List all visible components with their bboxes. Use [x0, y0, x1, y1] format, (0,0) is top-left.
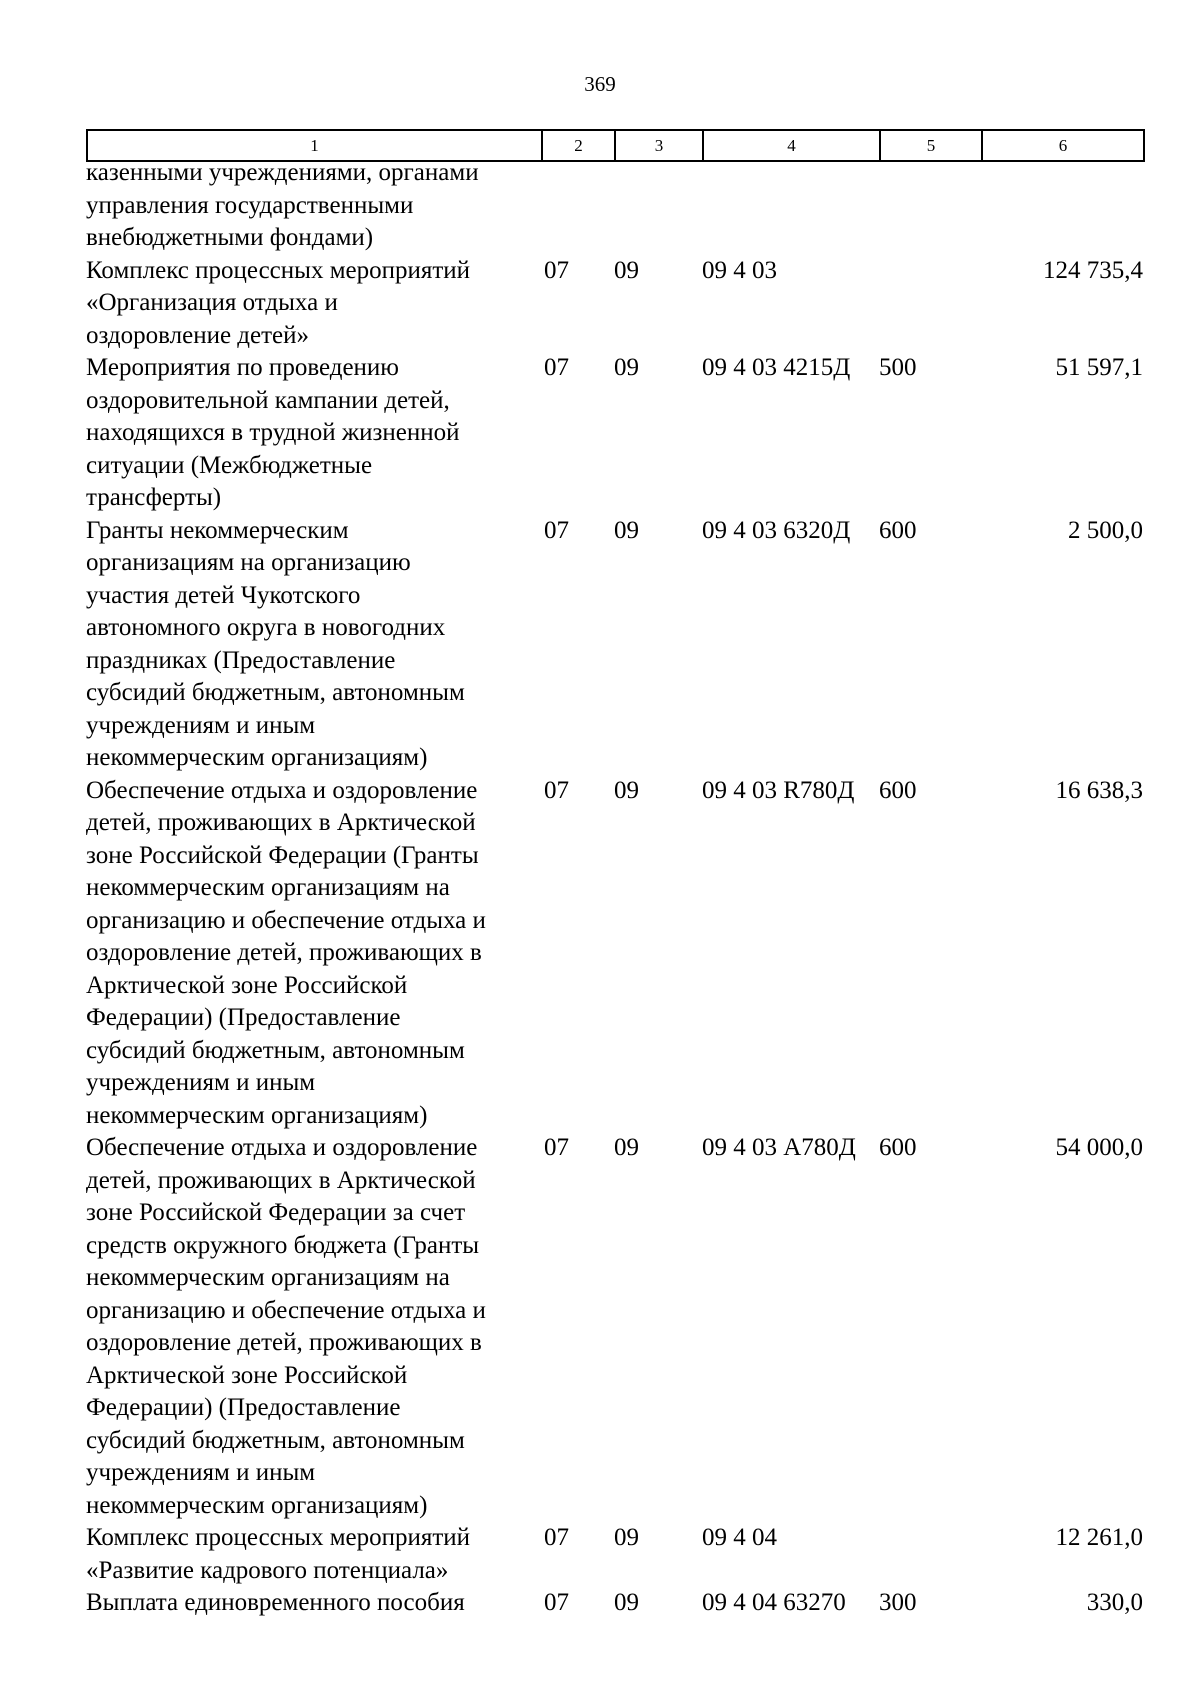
- row-subsection-code: 09: [614, 1524, 639, 1551]
- row-expense-type: 300: [879, 1589, 917, 1616]
- table-row: [86, 1522, 1143, 1587]
- row-section-code: 07: [544, 1589, 569, 1616]
- row-expense-type: 500: [879, 354, 917, 381]
- row-name: казенными учреждениями, органами управления государственными внебюджетными фондами): [86, 159, 479, 251]
- row-name: Обеспечение отдыха и оздоровление детей, проживающих в Арктической зоне Российской Федерации (Гранты некоммерческим организациям на организацию и обеспечение отдыха и оздоровление детей, проживающих в Арктической зоне Российской Федерации) (Предоставление субсидий бюджетным, автономным учреждениям и иным некоммерческим организациям): [86, 776, 486, 1129]
- row-target-article: 09 4 03 А780Д: [702, 1134, 856, 1161]
- row-subsection-code: 09: [614, 1134, 639, 1161]
- row-name: Мероприятия по проведению оздоровительной кампании детей, находящихся в трудной жизненной ситуации (Межбюджетные трансферты): [86, 354, 460, 511]
- table-row: [86, 157, 1143, 255]
- column-number-5: 5: [880, 130, 982, 161]
- row-section-code: 07: [544, 256, 569, 284]
- row-amount: [981, 157, 1143, 255]
- row-expense-type: [879, 157, 981, 255]
- row-expense-type: 600: [879, 516, 917, 544]
- row-amount: 16 638,3: [1055, 776, 1143, 804]
- row-section-code: 07: [544, 776, 569, 804]
- table-row: [86, 515, 1143, 775]
- row-target-article: 09 4 03 4215Д: [702, 354, 851, 381]
- row-target-article: 09 4 04 63270: [702, 1589, 846, 1616]
- row-amount: 51 597,1: [1055, 354, 1143, 381]
- row-subsection-code: 09: [614, 354, 639, 381]
- row-expense-type: [879, 255, 981, 353]
- row-section-code: 07: [544, 354, 569, 381]
- column-number-6: 6: [982, 130, 1144, 161]
- row-target-article: [702, 157, 879, 255]
- row-expense-type: 600: [879, 776, 917, 804]
- row-name: Выплата единовременного пособия: [86, 1589, 465, 1616]
- column-number-2: 2: [542, 130, 615, 161]
- row-expense-type: 600: [879, 1134, 917, 1161]
- column-number-1: 1: [87, 130, 542, 161]
- row-subsection-code: 09: [614, 516, 639, 544]
- table-row: [86, 352, 1143, 515]
- row-section-code: 07: [544, 1134, 569, 1161]
- budget-table: [86, 157, 1143, 1620]
- column-number-3: 3: [615, 130, 703, 161]
- table-row: [86, 775, 1143, 1133]
- row-amount: 124 735,4: [1043, 256, 1143, 284]
- row-name: Комплекс процессных мероприятий «Развитие кадрового потенциала»: [86, 1524, 471, 1584]
- row-subsection-code: 09: [614, 1589, 639, 1616]
- table-row: [86, 1587, 1143, 1620]
- table-row: [86, 255, 1143, 353]
- page-number: 369: [584, 72, 616, 96]
- budget-table-body: [86, 157, 1143, 1620]
- row-subsection-code: 09: [614, 776, 639, 804]
- row-name: Гранты некоммерческим организациям на организацию участия детей Чукотского автономного округа в новогодних праздниках (Предоставление субсидий бюджетным, автономным учреждениям и иным некоммерческим организациям): [86, 516, 465, 771]
- row-amount: 12 261,0: [1055, 1524, 1143, 1551]
- row-section-code: [541, 157, 614, 255]
- row-name: Комплекс процессных мероприятий «Организация отдыха и оздоровление детей»: [86, 256, 471, 349]
- row-subsection-code: 09: [614, 256, 639, 284]
- row-amount: 54 000,0: [1055, 1134, 1143, 1161]
- row-name: Обеспечение отдыха и оздоровление детей, проживающих в Арктической зоне Российской Федерации за счет средств окружного бюджета (Гранты некоммерческим организациям на организацию и обеспечение отдыха и оздоровление детей, проживающих в Арктической зоне Российской Федерации) (Предоставление субсидий бюджетным, автономным учреждениям и иным некоммерческим организациям): [86, 1134, 486, 1519]
- row-target-article: 09 4 04: [702, 1524, 777, 1551]
- column-number-4: 4: [703, 130, 880, 161]
- row-amount: 330,0: [1086, 1589, 1143, 1616]
- row-section-code: 07: [544, 516, 569, 544]
- row-amount: 2 500,0: [1068, 516, 1143, 544]
- row-expense-type: [879, 1522, 981, 1587]
- table-row: [86, 1132, 1143, 1522]
- row-target-article: 09 4 03 6320Д: [702, 516, 851, 544]
- row-section-code: 07: [544, 1524, 569, 1551]
- row-subsection-code: [614, 157, 702, 255]
- row-target-article: 09 4 03: [702, 256, 777, 284]
- row-target-article: 09 4 03 R780Д: [702, 776, 855, 804]
